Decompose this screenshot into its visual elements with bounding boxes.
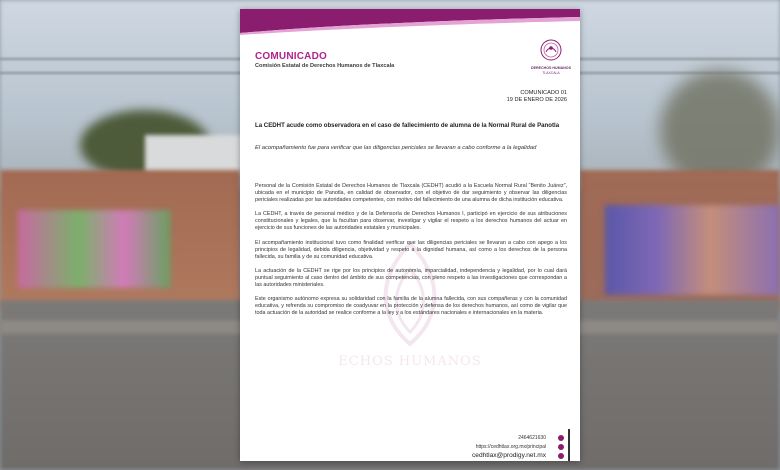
logo-text-main: DERECHOS HUMANOS	[531, 66, 571, 70]
press-release-document	[240, 9, 580, 461]
logo-text-sub: TLAXCALA	[542, 70, 560, 75]
subheadline: El acompañamiento fue para verificar que las diligencias periciales se llevaran a cabo conforme a la legalidad	[255, 145, 537, 151]
contact-phone-row	[472, 433, 546, 442]
contact-block	[472, 433, 546, 460]
watermark-text: ECHOS HUMANOS	[338, 354, 482, 369]
contact-divider	[568, 429, 570, 461]
paragraph: La CEDHT, a través de personal médico y de la Defensoría de Derechos Humanos I, participó en ejercicio de sus atribuciones constitucionales y legales, que la facultan para observar, investigar y vigilar el respeto a los derechos humanos del actuar en ejercicio de sus funciones de las autoridades estatales y municipales.	[255, 211, 567, 232]
header-title: COMUNICADO	[255, 51, 327, 62]
paragraph: La actuación de la CEDHT se rige por los principios de autonomía, imparcialidad, independencia y legalidad, por lo cual dará puntual seguimiento al caso dentro del ámbito de sus competencias, con pleno respeto a las investigaciones que correspondan a las autoridades ministeriales.	[255, 267, 567, 289]
contact-email: cedhtlax@prodigy.net.mx	[471, 452, 546, 459]
header-color-band	[240, 9, 580, 35]
paragraph: Este organismo autónomo expresa su solidaridad con la familia de la alumna fallecida, con sus compañeras y con la comunidad educativa, y refrenda su compromiso de coadyuvar en la protección y defensa de los derechos humanos, así como de vigilar que toda actuación de la autoridad se realice conforme a la ley y a los estándares nacionales e internacionales en la materia.	[255, 296, 567, 317]
mail-icon	[558, 453, 564, 459]
background-mural-left	[18, 210, 170, 288]
paragraph: El acompañamiento institucional tuvo como finalidad verificar que las diligencias periciales se llevaran a cabo con apego a los principios de legalidad, debida diligencia, objetividad y respeto a la dignidad humana, así como a los derechos de la persona fallecida, su familia y de su comunidad educativa.	[255, 239, 567, 260]
background-building	[145, 135, 245, 175]
contact-phone: 2464621630	[518, 434, 546, 441]
reference-block	[507, 90, 567, 104]
phone-icon	[558, 435, 564, 441]
reference-date: 19 DE ENERO DE 2026	[506, 97, 567, 103]
contact-email-row	[472, 451, 546, 460]
reference-number: COMUNICADO 01	[520, 90, 567, 96]
header-subtitle: Comisión Estatal de Derechos Humanos de Tlaxcala	[255, 63, 395, 69]
contact-website-row	[472, 442, 546, 451]
background-mural-right	[605, 205, 780, 295]
globe-icon	[558, 444, 564, 450]
paragraph: Personal de la Comisión Estatal de Derechos Humanos de Tlaxcala (CEDHT) acudió a la Escuela Normal Rural “Benito Juárez”, ubicada en el municipio de Panotla, en calidad de observador, con el objetivo de dar seguimiento y observar las diligencias periciales realizadas por las autoridades competentes, con motivo del fallecimiento de una alumna de dicha institución educativa.	[255, 183, 567, 204]
cedht-logo	[526, 39, 576, 77]
contact-website: https://cedhtlax.org.mx/principal	[475, 443, 546, 450]
cedht-emblem-icon	[540, 39, 562, 61]
headline: La CEDHT acude como observadora en el caso de fallecimiento de alumna de la Normal Rural de Panotla	[255, 122, 560, 129]
body-text	[255, 183, 567, 324]
